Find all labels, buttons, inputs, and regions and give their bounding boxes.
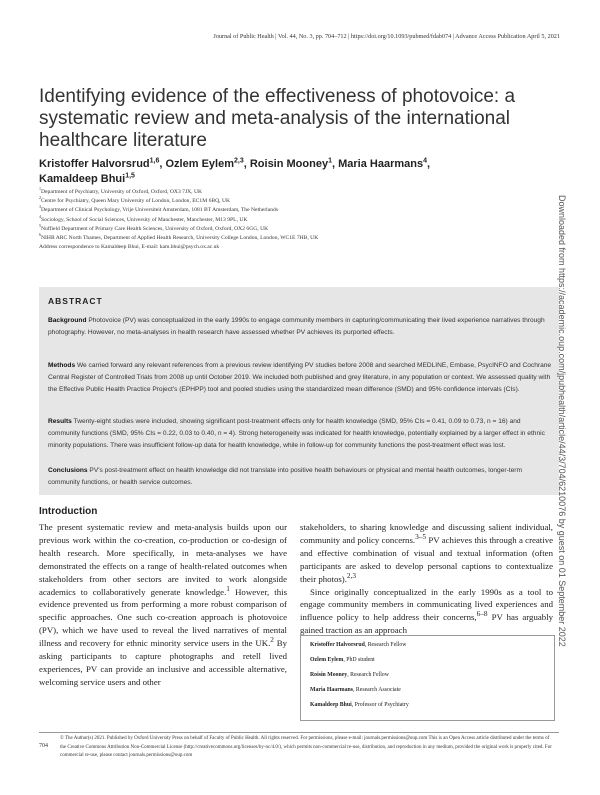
affiliations — [39, 188, 559, 252]
download-watermark: Downloaded from https://academic.oup.com/jpubhealth/article/44/3/704/6210076 by guest on 01 September 2022 — [557, 195, 567, 647]
abstract-heading: ABSTRACT — [48, 296, 103, 306]
author-role-line: Roisin Mooney, Research Fellow — [310, 672, 389, 678]
author-affil-sup: 1,5 — [125, 172, 135, 180]
author-role-line: Maria Haarmans, Research Associate — [310, 687, 401, 693]
author-list: Kristoffer Halvorsrud$^{1,6}$, Ozlem Eylem$^{2,3}$, Roisin Mooney$^1$, Maria Haarmans$^4$, Kamaldeep Bhui$^{1,5}$ — [39, 157, 431, 185]
affiliation-line: $^3$Department of Clinical Psychology, Vrije Universiteit Amsterdam, 1081 BT Amsterdam, The Netherlands — [39, 204, 278, 214]
page-number: 704 — [39, 743, 48, 749]
affiliation-line: $^2$Centre for Psychiatry, Queen Mary University of London, London, EC1M 6BQ, UK — [39, 195, 231, 205]
paper-title: Identifying evidence of the effectiveness of photovoice: a systematic review and meta-analysis of the international healthcare literature — [39, 86, 516, 151]
author-affil-sup: 2,3 — [233, 157, 244, 165]
intro-column-left: The present systematic review and meta-analysis builds upon our previous work within the co-creation, co-production or co-design of health research. More specifically, in meta-analyses we have demonstrated the effects on a range of health-related outcomes when stakeholders from other sectors are invited to work alongside academics to collaboratively generate knowledge.$^1$ However, this evidence prevented us from performing a more robust comparison of specific approaches. One such co-creation approach is photovoice (PV), which we have used to reveal the lived narratives of mental illness and recovery for ethnic minority service users in the UK.$^2$ By asking participants to capture photographs and retell lived experiences, PV can provide an inclusive and accessible alternative, welcoming service users and other — [39, 522, 287, 687]
abstract-conclusions: Conclusions PV's post-treatment effect on health knowledge did not translate into positive health behaviours or physical and mental health outcomes, longer-term community functions, or health service outcomes. — [48, 467, 522, 486]
intro-column-right: stakeholders, to sharing knowledge and discussing salient individual, community and policy concerns.$^{3-5}$ PV achieves this through a creative and effective combination of visual and textual information (often participants are asked to develop personal captions to contextualize their photos).$^{2,3}$ Since originally conceptualized in the early 1990s as a tool to engage community members in communicating lived experiences and influence policy to help address their concerns,$^{6-8}$ PV has arguably gained traction as an approach — [300, 522, 553, 636]
author-affil-sup: 1,6 — [149, 157, 160, 165]
citation[interactable]: 3–5 — [415, 531, 427, 541]
citation[interactable]: 2,3 — [346, 570, 357, 580]
author-affil-sup: 1 — [328, 157, 332, 165]
correspondence-line: Address correspondence to Kamaldeep Bhui, E-mail: kam.bhui@psych.ox.ac.uk — [39, 244, 220, 251]
citation[interactable]: 2 — [270, 635, 274, 645]
author-name: Kamaldeep Bhui — [39, 173, 126, 185]
abstract-background: Background Photovoice (PV) was conceptualized in the early 1990s to engage community members in capturing/communicating their lived experience narratives through photography. However, no meta-analyses in health research have assessed whether PV achieves its purported effects. — [48, 317, 545, 336]
author-name: Roisin Mooney — [249, 158, 329, 170]
citation[interactable]: 1 — [226, 583, 230, 593]
abstract-methods: Methods We carried forward any relevant references from a previous review identifying PV studies before 2008 and searched MEDLINE, Embase, PsycINFO and Cochrane Central Register of Controlled Trials from 2008 up until October 2019. We included both published and grey literature, in any population or context. We assessed quality with the Effective Public Health Practice Project's (EPHPP) tool and pooled studies using the standardized mean difference (SMD) and 95% confidence intervals (CIs). — [48, 362, 552, 393]
abstract-results: Results Twenty-eight studies were included, showing significant post-treatment effects only for health knowledge (SMD, 95% CIs = 0.41, 0.09 to 0.73, n = 16) and community functions (SMD, 95% CIs = 0.22, 0.03 to 0.40, n = 4). Strong heterogeneity was indicated for health knowledge, potentially explained by a larger effect in ethnic minority populations. There was insufficient follow-up data for health knowledge, while in follow-up for community functions the post-treatment effect was lost. — [48, 418, 545, 449]
affiliation-line: $^4$Sociology, School of Social Sciences, University of Manchester, Manchester, M13 9PL, UK — [39, 213, 248, 223]
author-role-line: Kristoffer Halvorsrud, Research Fellow — [310, 642, 407, 648]
footer-divider — [39, 732, 559, 733]
affiliation-line: $^6$NIHR ARC North Thames, Department of Applied Health Research, University College London, London, WC1E 7HB, UK — [39, 232, 319, 242]
author-name: Kristoffer Halvorsrud — [39, 158, 150, 170]
author-name: Ozlem Eylem — [165, 158, 234, 170]
affiliation-line: $^5$Nuffield Department of Primary Care Health Sciences, University of Oxford, Oxford, OX2 6GG, UK — [39, 222, 269, 232]
journal-header: Journal of Public Health | Vol. 44, No. 3, pp. 704–712 | https://doi.org/10.1093/pubmed/fdab074 | Advance Access Publication April 5, 2021 — [213, 33, 560, 40]
citation[interactable]: 6–8 — [476, 609, 488, 619]
affiliation-line: $^1$Department of Psychiatry, University of Oxford, Oxford, OX3 7JX, UK — [39, 186, 203, 195]
author-role-line: Kamaldeep Bhui, Professor of Psychiatry — [310, 702, 409, 708]
copyright-notice: © The Author(s) 2021. Published by Oxford University Press on behalf of Faculty of Public Health. All rights reserved. For permissions, please e-mail: journals.permissions@oup.com This is an Open Access article distributed under the terms of the Creative Commons Attribution Non-Commercial License (http://creativecommons.org/licenses/by-nc/4.0/), which permits non-commercial re-use, distribution, and reproduction in any medium, provided the original work is properly cited. For commercial re-use, please contact journals.permissions@oup.com — [60, 736, 552, 759]
author-role-line: Ozlem Eylem, PhD student — [310, 657, 375, 663]
author-name: Maria Haarmans — [338, 158, 424, 170]
section-heading-introduction: Introduction — [39, 506, 98, 517]
author-affil-sup: 4 — [423, 157, 428, 165]
